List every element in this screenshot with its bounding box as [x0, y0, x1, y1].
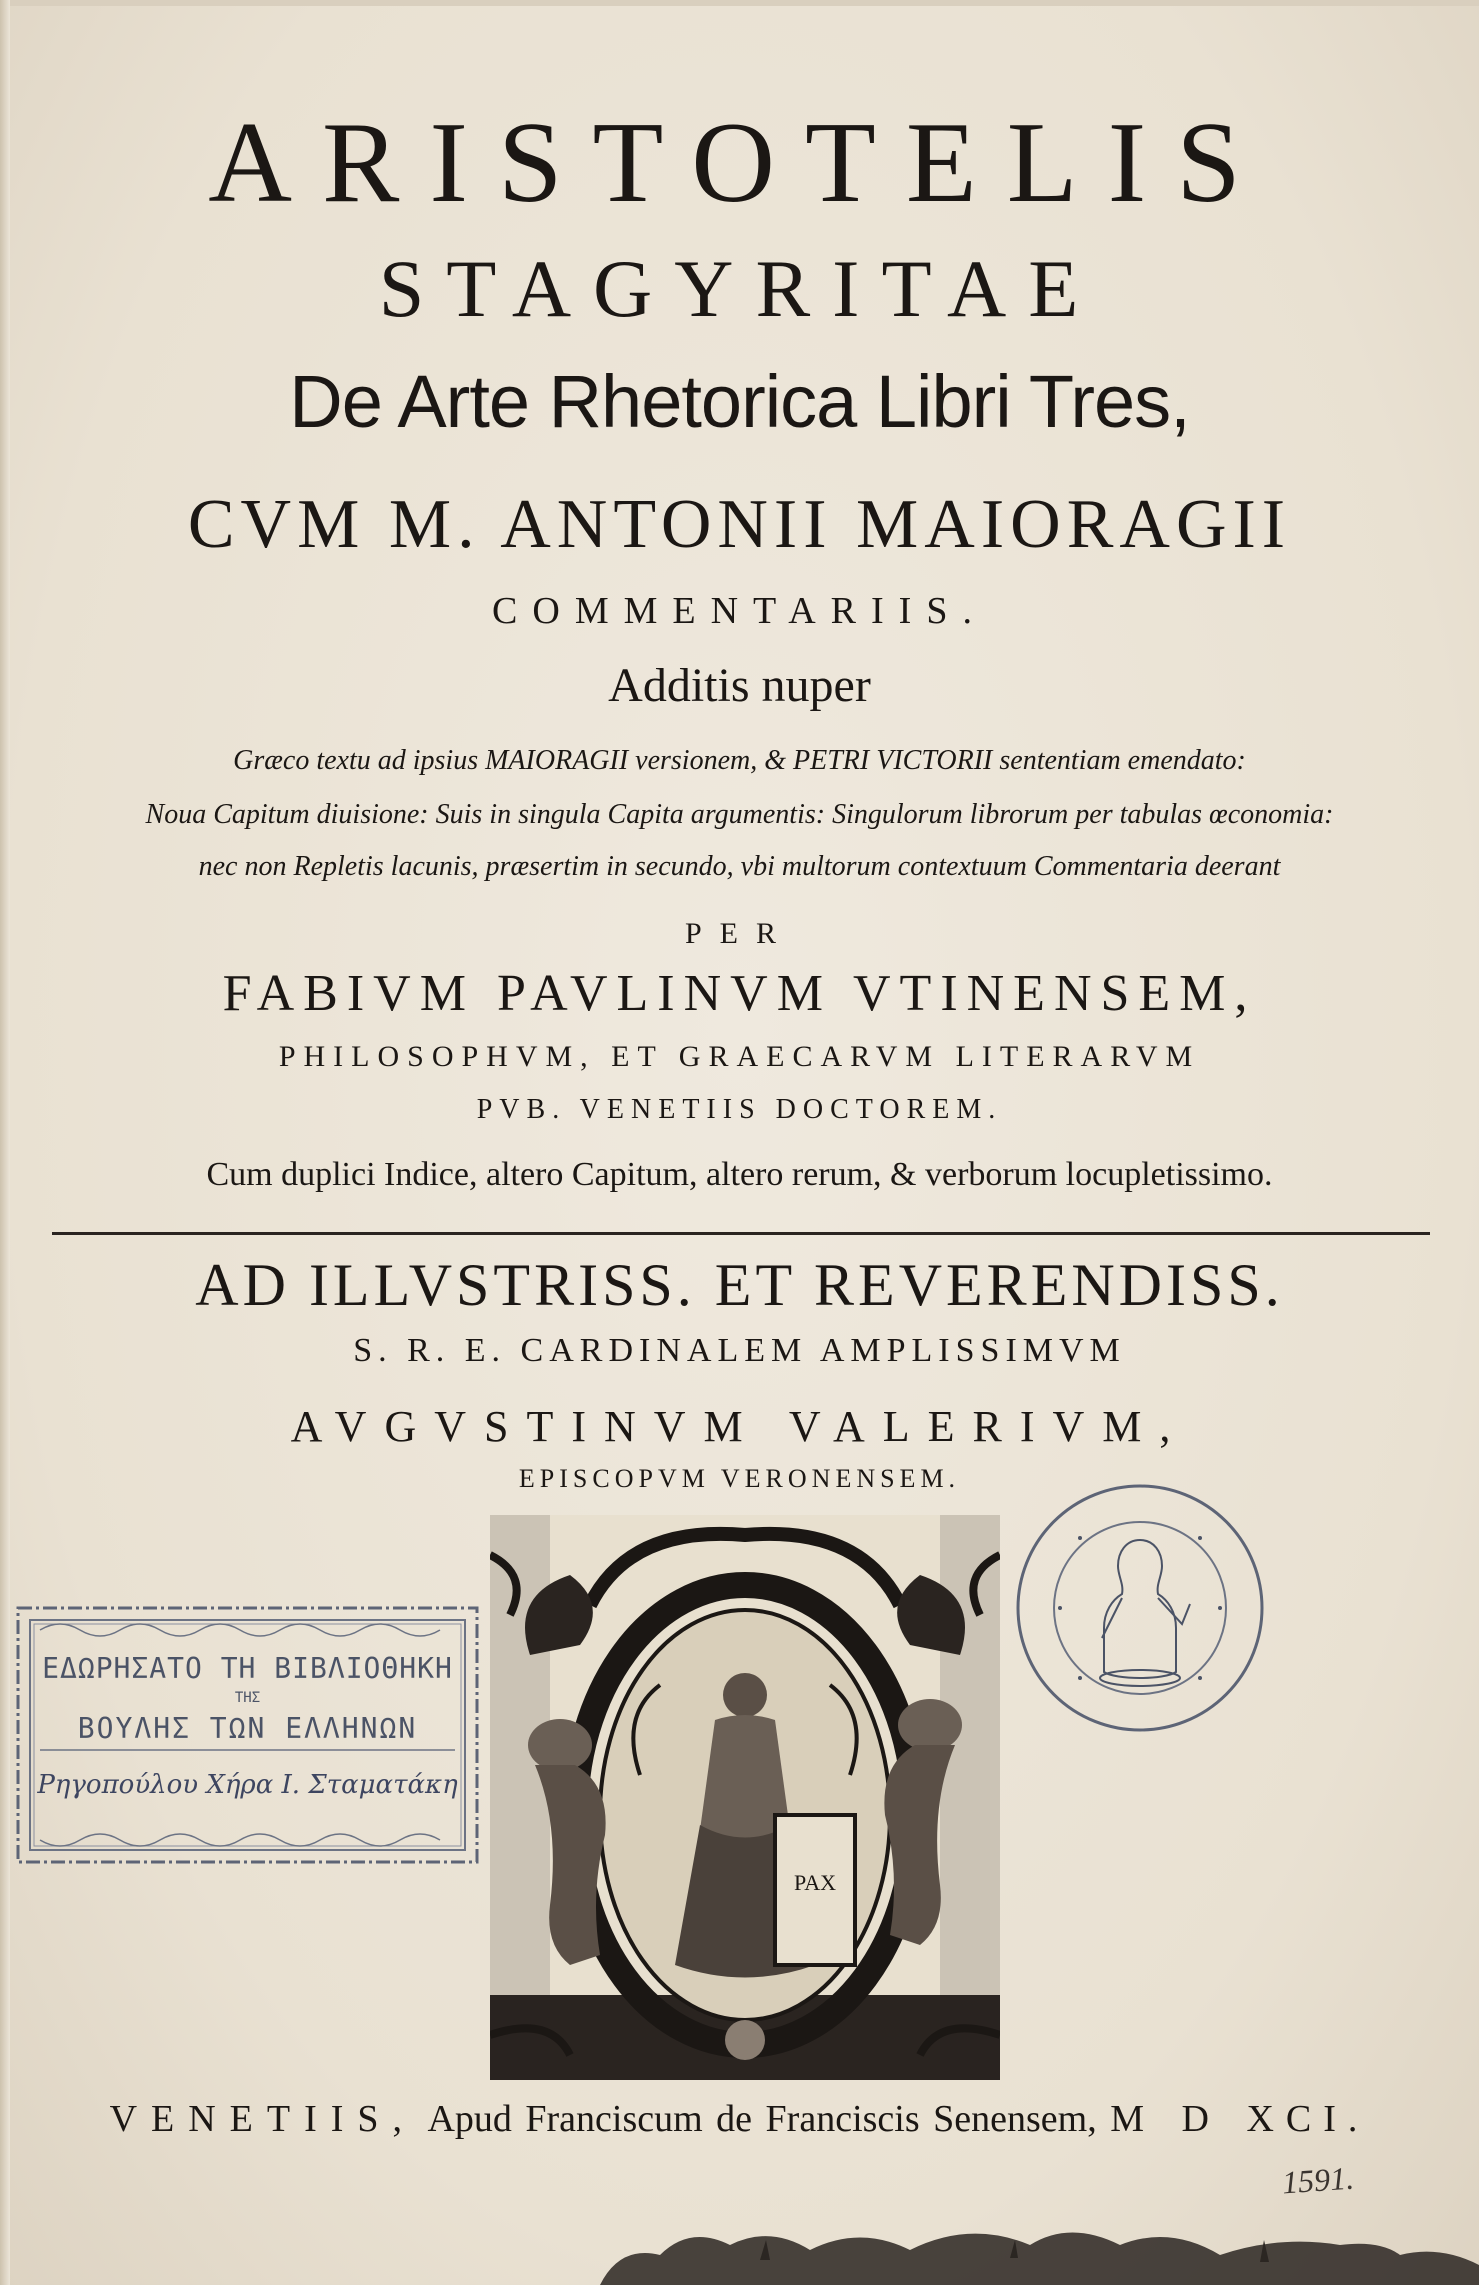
editor-title: PHILOSOPHVM, ET GRAECARVM LITERARVM	[278, 1040, 1201, 1073]
handwritten-year: 1591.	[1280, 2159, 1356, 2201]
imprint-line	[0, 2100, 1479, 2138]
stamp-line-3: ΒΟΥΛΗΣ ΤΩΝ ΕΛΛΗΝΩΝ	[77, 1712, 418, 1745]
imprint-year: M D XCI.	[1110, 2098, 1370, 2140]
donor-handwriting: Ρηγοπούλου Χήρα Ι. Σταματάκη	[37, 1770, 458, 1800]
editor-place: PVB. VENETIIS DOCTOREM.	[476, 1094, 1003, 1125]
additions-intro: Additis nuper	[608, 659, 871, 712]
additions-line-2: Noua Capitum diuisione: Suis in singula Capita argumentis: Singulorum librorum per tabulas œconomia:	[145, 799, 1334, 830]
horizontal-rule	[52, 1232, 1430, 1235]
editor-name: FABIVM PAVLINVM VTINENSEM,	[222, 965, 1257, 1022]
imprint-city: VENETIIS,	[109, 2098, 417, 2140]
additions-line-1: Græco textu ad ipsius MAIORAGII versionem, & PETRI VICTORII sententiam emendato:	[233, 745, 1246, 776]
dedication-line-4: EPISCOPVM VERONENSEM.	[518, 1464, 961, 1493]
commentaries-line: COMMENTARIIS.	[492, 590, 987, 632]
author-origin: STAGYRITAE	[378, 243, 1101, 334]
imprint-printer: Apud Franciscum de Franciscis Senensem,	[427, 2098, 1097, 2140]
top-edge	[0, 0, 1479, 6]
left-edge-shadow	[0, 0, 10, 2285]
stamp-line-2: ΤΗΣ	[234, 1690, 261, 1706]
dedication-line-1: AD ILLVSTRISS. ET REVERENDISS.	[195, 1252, 1284, 1318]
author-heading: ARISTOTELIS	[208, 99, 1271, 227]
dedication-line-3: AVGVSTINVM VALERIVM,	[290, 1402, 1189, 1451]
dedication-line-2: S. R. E. CARDINALEM AMPLISSIMVM	[353, 1332, 1126, 1369]
additions-line-3: nec non Repletis lacunis, præsertim in secundo, vbi multorum contextuum Commentaria deerant	[198, 851, 1281, 882]
work-title: De Arte Rhetorica Libri Tres,	[289, 360, 1190, 443]
commentator-line: CVM M. ANTONII MAIORAGII	[187, 486, 1292, 563]
stamp-line-1: ΕΔΩΡΗΣΑΤΟ ΤΗ ΒΙΒΛΙΟΘΗΚΗ	[42, 1652, 453, 1685]
printers-device-woodcut	[490, 1515, 1000, 2080]
woodcut-motto: PAX	[794, 1870, 836, 1895]
indices-line: Cum duplici Indice, altero Capitum, altero rerum, & verborum locupletissimo.	[206, 1156, 1273, 1193]
library-round-seal	[1010, 1478, 1270, 1738]
per-line: PER	[684, 917, 795, 950]
ink-stain-bottom	[560, 2200, 1479, 2285]
